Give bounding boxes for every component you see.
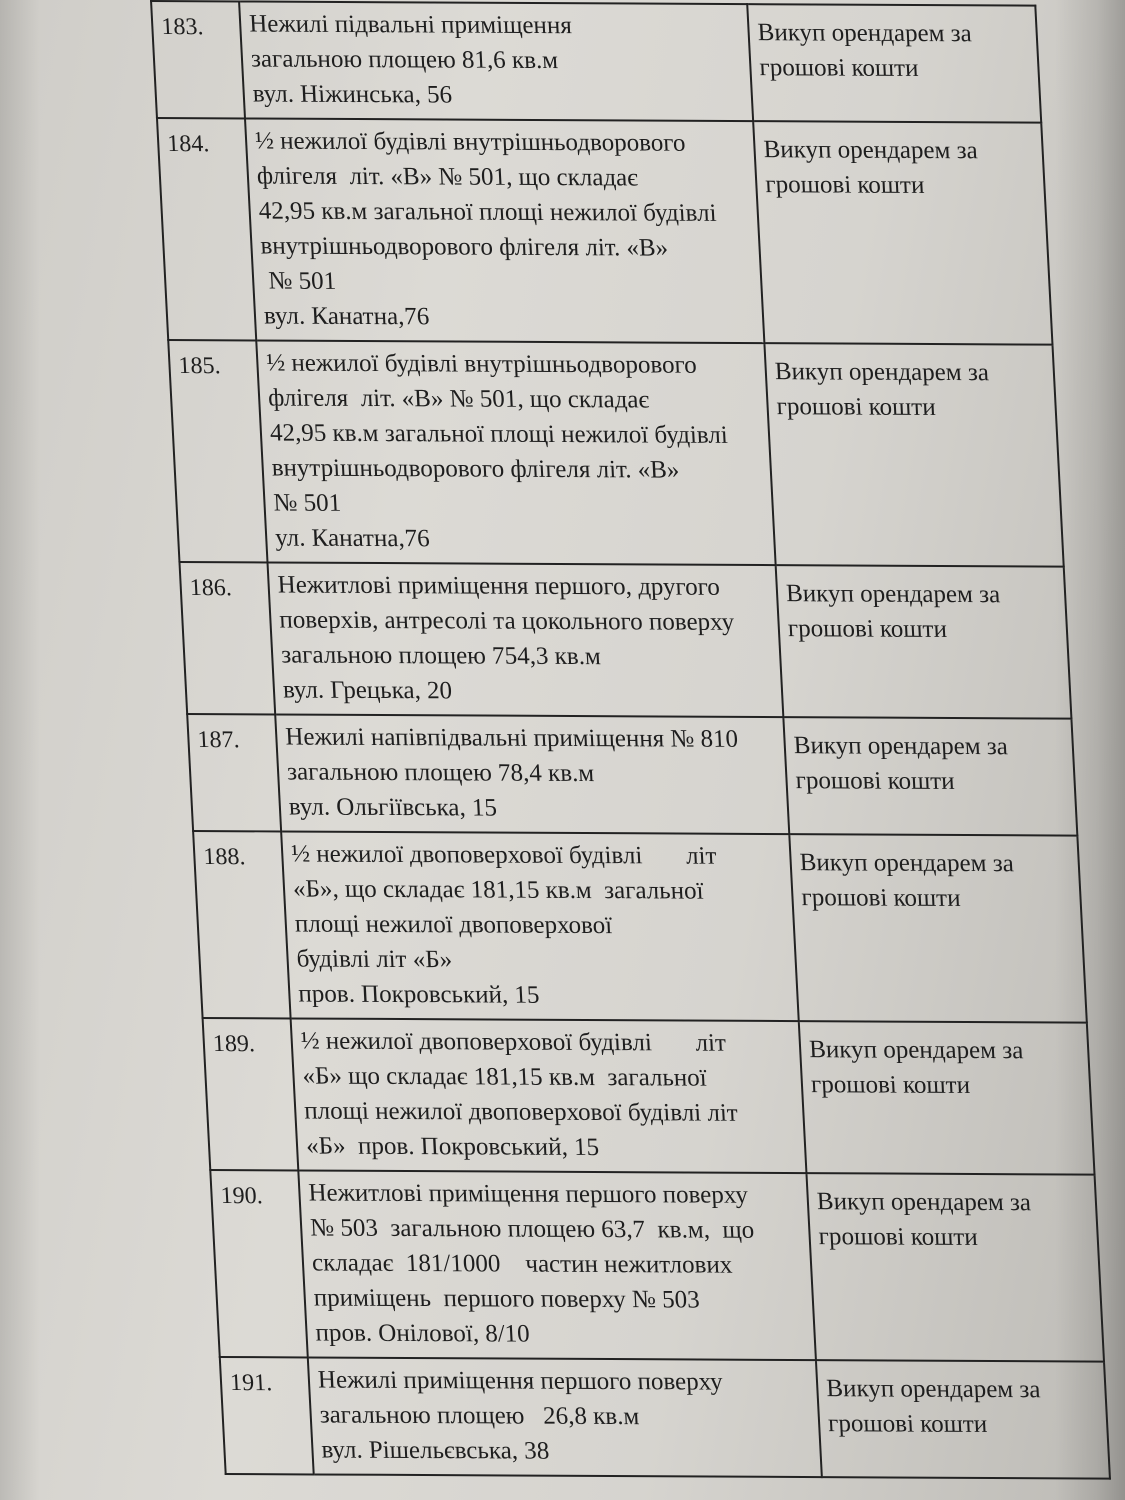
description-line: № 501 [261,267,337,295]
privatization-method [764,343,1063,567]
description-line: вул. Рішельєвська, 38 [320,1436,550,1465]
row-number: 186. [179,562,275,714]
description-line: Нежилі напівпідвальні приміщення № 810 [284,723,739,753]
table-row [151,1,1041,123]
privatization-method [806,1173,1104,1362]
table-row [210,1170,1104,1362]
description-line: загальною площею 78,4 кв.м [286,758,595,788]
description-line: Нежилі підвальні приміщення [248,10,573,40]
description-line: «Б» що складає 181,15 кв.м загальної [301,1062,708,1092]
table-row [168,340,1063,567]
row-number: 185. [168,340,267,562]
description-line: загальною площею 81,6 кв.м [250,45,559,75]
property-description [291,1018,807,1173]
method-line: грошові кошти [764,171,926,200]
method-line: Викуп орендарем за [825,1375,1042,1404]
description-line: загальною площею 26,8 кв.м [319,1401,640,1431]
method-line: грошові кошти [775,393,937,421]
property-description [275,714,789,834]
method-line: грошові кошти [800,884,962,912]
table-row [179,562,1071,719]
table-row [187,714,1077,836]
description-line: вул. Канатна,76 [263,302,430,331]
method-line: грошові кошти [817,1223,979,1251]
method-line: Викуп орендарем за [774,358,990,387]
privatization-method [816,1360,1110,1479]
row-number: 184. [157,118,256,340]
table-row [203,1018,1095,1175]
property-description [281,831,799,1021]
description-line: 42,95 кв.м загальної площі нежилої будівлі [258,197,718,227]
description-line: «Б» пров. Покровський, 15 [305,1132,600,1162]
method-line: Викуп орендарем за [785,580,1001,609]
description-line: ½ нежилої будівлі внутрішньодворового [254,127,687,157]
privatization-method [753,121,1052,345]
description-line: ул. Канатна,76 [274,524,431,553]
method-line: Викуп орендарем за [808,1036,1024,1065]
description-line: приміщень першого поверху № 503 [313,1284,701,1314]
method-line: Викуп орендарем за [756,19,973,48]
description-line: пров. Покровський, 15 [297,980,541,1009]
description-line: вул. Ольгіївська, 15 [288,793,498,822]
row-number: 188. [193,831,291,1018]
description-line: № 503 загальною площею 63,7 кв.м, що [309,1214,755,1244]
description-line: «Б», що складає 181,15 кв.м загальної [292,875,705,905]
method-line: Викуп орендарем за [799,849,1015,878]
description-line: Нежитлові приміщення першого, другого [276,571,721,601]
row-number: 190. [210,1170,308,1357]
method-line: Викуп орендарем за [793,732,1009,761]
description-line: внутрішньодворового флігеля літ. «В» [259,232,669,262]
description-line: № 501 [272,489,342,517]
table-row [220,1357,1110,1479]
method-line: Викуп орендарем за [816,1188,1032,1217]
description-line: пров. Онілової, 8/10 [314,1319,531,1348]
method-line: грошові кошти [794,767,956,795]
description-line: ½ нежилої двоповерхової будівлі літ [300,1027,727,1057]
privatization-method [789,834,1087,1023]
property-description [268,562,784,717]
description-line: флігеля літ. «В» № 501, що складає [256,162,639,192]
description-line: складає 181/1000 частин нежитлових [311,1249,733,1279]
description-line: вул. Грецька, 20 [282,676,453,705]
description-line: площі нежилої двоповерхової [294,910,613,940]
property-description [298,1170,816,1360]
privatization-method [783,717,1077,836]
description-line: вул. Ніжинська, 56 [252,80,453,109]
property-table-body [151,1,1110,1479]
description-line: внутрішньодворового флігеля літ. «В» [271,454,680,484]
privatization-method [799,1021,1095,1175]
property-description [245,118,764,343]
row-number: 191. [220,1357,314,1474]
description-line: поверхів, антресолі та цокольного поверху [278,606,735,636]
method-line: Викуп орендарем за [762,136,979,165]
page-left-shadow [0,0,40,1500]
row-number: 183. [151,1,245,118]
description-line: флігеля літ. «В» № 501, що складає [267,384,650,414]
table-row [193,831,1087,1023]
property-description [308,1357,822,1477]
description-line: Нежитлові приміщення першого поверху [307,1179,749,1209]
description-line: площі нежилої двоповерхової будівлі літ [303,1097,739,1127]
method-line: грошові кошти [758,54,920,83]
property-table [150,0,1111,1480]
property-table-wrapper [150,0,1095,1480]
privatization-method [747,4,1041,123]
row-number: 189. [203,1018,299,1170]
property-description [256,340,775,565]
row-number: 187. [187,714,281,831]
description-line: будівлі літ «Б» [295,945,453,974]
description-line: Нежилі приміщення першого поверху [317,1366,724,1396]
description-line: 42,95 кв.м загальної площі нежилої будівлі [269,419,729,449]
method-line: грошові кошти [787,615,948,643]
table-row [157,118,1052,345]
property-description [239,1,753,121]
method-line: грошові кошти [827,1410,988,1438]
method-line: грошові кошти [810,1071,971,1099]
description-line: загальною площею 754,3 кв.м [280,641,602,671]
privatization-method [776,565,1072,719]
description-line: ½ нежилої двоповерхової будівлі літ [290,840,718,870]
description-line: ½ нежилої будівлі внутрішньодворового [265,349,698,379]
